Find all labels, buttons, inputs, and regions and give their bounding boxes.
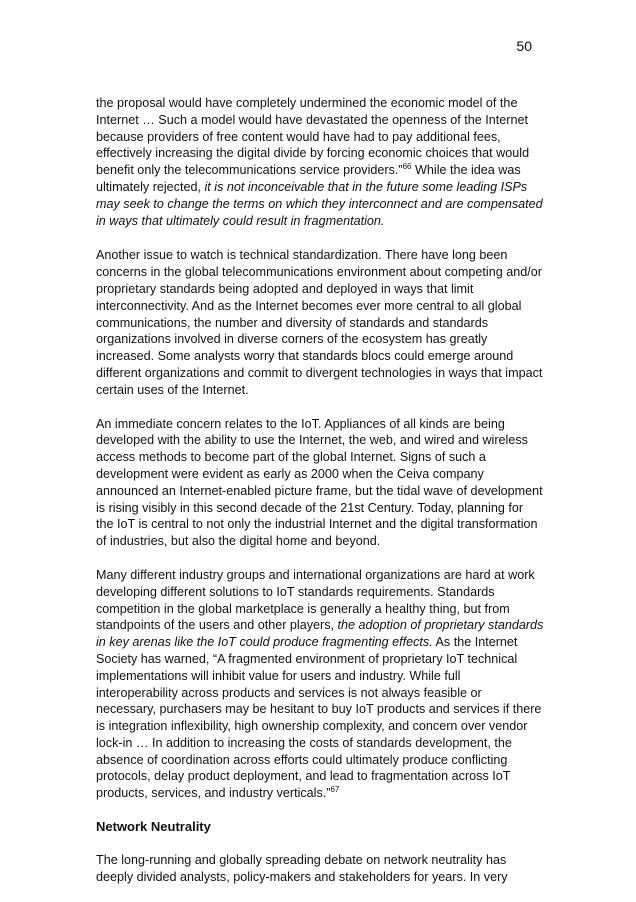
page-number: 50 bbox=[516, 38, 532, 54]
paragraph-text: Many different industry groups and international organizations are hard at work developing different solutions to IoT standards requirements. Standards competition in the global marketplace is generally a healthy thing, but from standpoints of the users and other players, bbox=[96, 567, 535, 633]
paragraph-standards-competition bbox=[96, 567, 544, 802]
page-body bbox=[96, 95, 544, 902]
paragraph-text: As the Internet Society has warned, “A fragmented environment of proprietary IoT technical implementations will inhibit value for users and industry. While full interoperability across products and services is not always feasible or necessary, purchasers may be hesitant to buy IoT products and services if there is integration inflexibility, high ownership complexity, and concern over vendor lock-in … In addition to increasing the costs of standards development, the absence of coordination across efforts could ultimately produce conflicting protocols, delay product deployment, and lead to fragmentation across IoT products, services, and industry verticals.” bbox=[96, 635, 542, 801]
emphasis-text: the adoption of proprietary standards in key arenas like the IoT could produce fragmenting effects. bbox=[96, 618, 544, 650]
section-heading: Network Neutrality bbox=[96, 819, 211, 835]
paragraph-network-neutrality: The long-running and globally spreading debate on network neutrality has deeply divided analysts, policy-makers and stakeholders for years. In very bbox=[96, 852, 508, 884]
paragraph-standardization: Another issue to watch is technical standardization. There have long been concerns in the global telecommunications environment about competing and/or proprietary standards being adopted and deployed in ways that limit interconnectivity. And as the Internet becomes ever more central to all global communications, the number and diversity of standards and standards organizations involved in diverse corners of the ecosystem has greatly increased. Some analysts worry that standards blocs could emerge around different organizations and commit to divergent technologies in ways that impact certain uses of the Internet. bbox=[96, 248, 543, 397]
footnote-ref-66[interactable]: 66 bbox=[402, 162, 412, 172]
paragraph-interconnection bbox=[96, 95, 544, 229]
paragraph-iot: An immediate concern relates to the IoT. Appliances of all kinds are being developed with the ability to use the Internet, the web, and wired and wireless access methods to become part of the global Internet. Signs of such a development were evident as early as 2000 when the Ceiva company announced an Internet-enabled picture frame, but the tidal wave of development is rising visibly in this second decade of the 21st Century. Today, planning for the IoT is central to not only the industrial Internet and the digital transformation of industries, but also the digital home and beyond. bbox=[96, 416, 543, 549]
emphasis-text: it is not inconceivable that in the future some leading ISPs may seek to change the terms on which they interconnect and are compensated in ways that ultimately could result in fragmentation. bbox=[96, 179, 543, 228]
paragraph-text: the proposal would have completely undermined the economic model of the Internet … Such a model would have devastated the openness of the Internet because providers of free content would have had to pay additional fees, effectively increasing the digital divide by forcing economic choices that would benefit only the telecommunications service providers.” bbox=[96, 96, 530, 178]
paragraph-text: While the idea was ultimately rejected, bbox=[96, 163, 521, 194]
footnote-ref-67[interactable]: 67 bbox=[330, 785, 340, 795]
